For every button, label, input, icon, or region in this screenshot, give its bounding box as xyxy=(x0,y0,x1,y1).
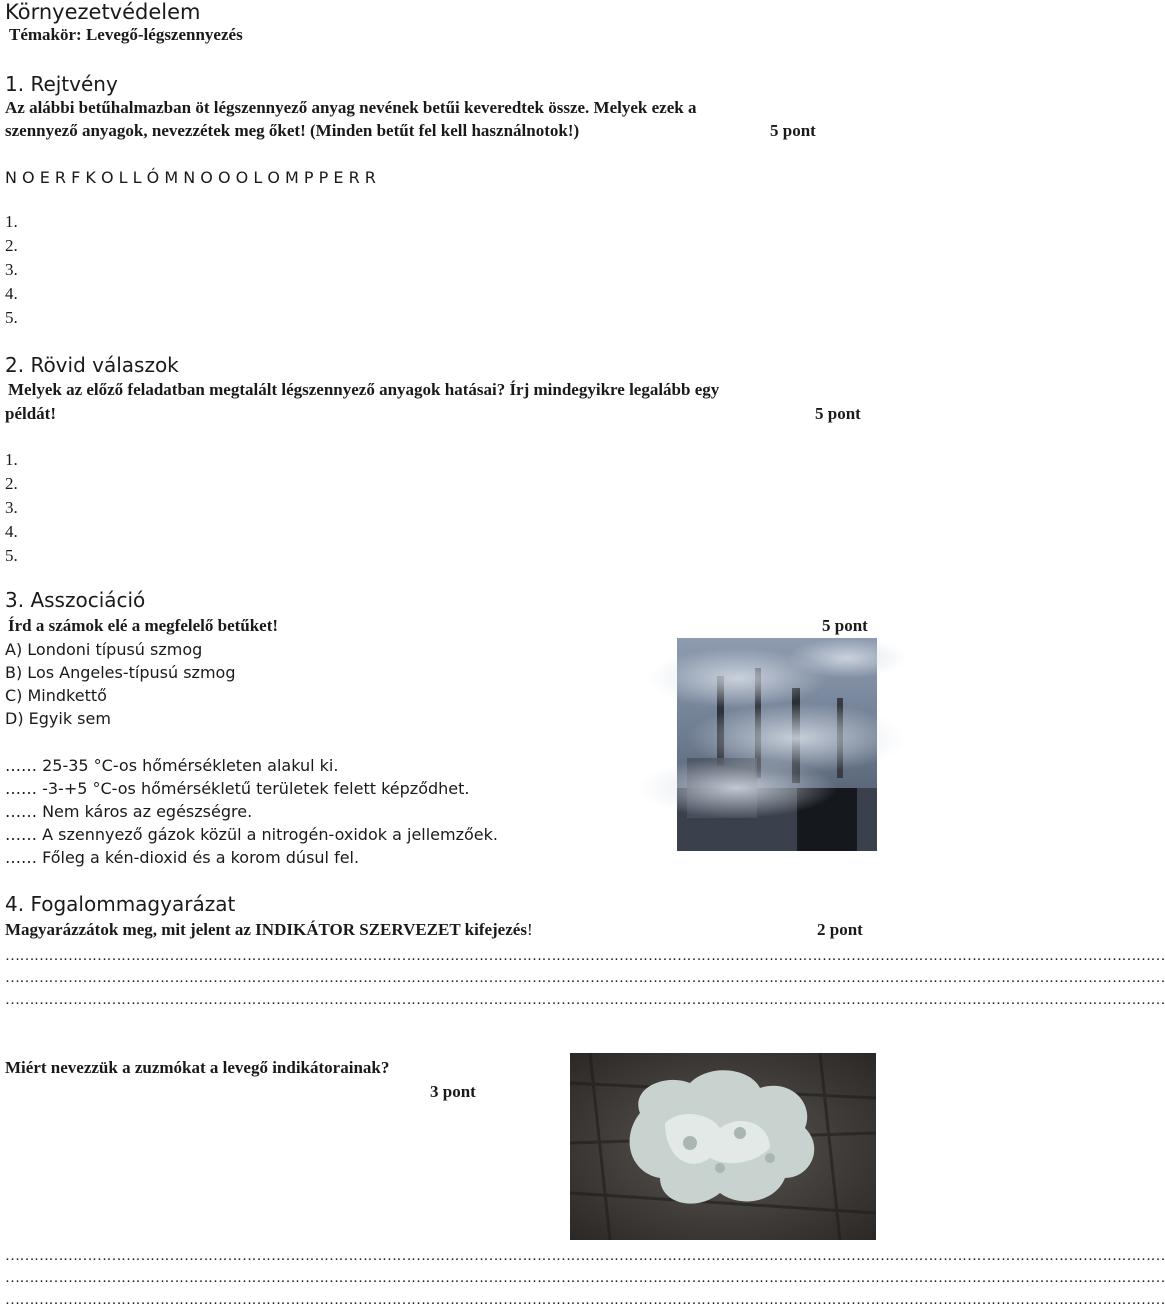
task1-number-3: 3. xyxy=(5,260,18,279)
statement-1: …… 25-35 °C-os hőmérsékleten alakul ki. xyxy=(5,756,339,775)
lichen-photo xyxy=(570,1053,876,1240)
task3-instruction: Írd a számok elé a megfelelő betűket! xyxy=(8,616,279,635)
task2-points: 5 pont xyxy=(815,404,861,423)
task4-points: 2 pont xyxy=(817,920,863,939)
answer-line[interactable]: …………………………………………………………………………………………………………………………………………………………………………………………………………………… xyxy=(5,1248,1165,1264)
task2-number-2: 2. xyxy=(5,474,18,493)
option-a: A) Londoni típusú szmog xyxy=(5,640,203,659)
option-b: B) Los Angeles-típusú szmog xyxy=(5,663,236,682)
letter-puzzle: N O E R F K O L L Ó M N O O O L O M P P E R R xyxy=(5,168,376,187)
task1-points: 5 pont xyxy=(770,121,816,140)
topic-label: Témakör: Levegő-légszennyezés xyxy=(9,25,243,44)
task2-heading: 2. Rövid válaszok xyxy=(5,353,179,377)
task1-instruction-line1: Az alábbi betűhalmazban öt légszennyező anyag nevének betűi keveredtek össze. Melyek ezek a xyxy=(5,98,697,117)
task2-instruction-line1: Melyek az előző feladatban megtalált légszennyező anyagok hatásai? Írj mindegyikre legalább egy xyxy=(8,380,720,399)
answer-line[interactable]: …………………………………………………………………………………………………………………………………………………………………………………………………………………… xyxy=(5,1270,1165,1286)
statement-5: …… Főleg a kén-dioxid és a korom dúsul fel. xyxy=(5,848,360,867)
task1-instruction-line2: szennyező anyagok, nevezzétek meg őket! (Minden betűt fel kell használnotok!) xyxy=(5,121,580,140)
task1-heading: 1. Rejtvény xyxy=(5,72,118,96)
answer-line[interactable]: …………………………………………………………………………………………………………………………………………………………………………………………………………………… xyxy=(5,948,1165,964)
task4-instruction-end: ! xyxy=(526,920,533,939)
task2-number-5: 5. xyxy=(5,546,18,565)
task4-heading: 4. Fogalommagyarázat xyxy=(5,892,236,916)
task1-number-1: 1. xyxy=(5,212,18,231)
smog-photo xyxy=(677,638,877,851)
task2-number-3: 3. xyxy=(5,498,18,517)
task2-number-4: 4. xyxy=(5,522,18,541)
task1-number-4: 4. xyxy=(5,284,18,303)
page-title: Környezetvédelem xyxy=(5,0,201,24)
statement-2: …… -3-+5 °C-os hőmérsékletű területek felett képződhet. xyxy=(5,779,470,798)
task1-number-2: 2. xyxy=(5,236,18,255)
option-c: C) Mindkettő xyxy=(5,686,107,705)
task2-instruction-line2: példát! xyxy=(5,404,56,423)
answer-line[interactable]: …………………………………………………………………………………………………………………………………………………………………………………………………………………… xyxy=(5,1292,1165,1308)
lichen-question: Miért nevezzük a zuzmókat a levegő indikátorainak? xyxy=(5,1058,390,1077)
task3-points: 5 pont xyxy=(822,616,868,635)
statement-3: …… Nem káros az egészségre. xyxy=(5,802,253,821)
option-d: D) Egyik sem xyxy=(5,709,111,728)
task4-instruction xyxy=(5,920,533,940)
answer-line[interactable]: …………………………………………………………………………………………………………………………………………………………………………………………………………………… xyxy=(5,970,1165,986)
task4-instruction-text: Magyarázzátok meg, mit jelent az INDIKÁTOR SZERVEZET kifejezés xyxy=(5,920,527,939)
task2-number-1: 1. xyxy=(5,450,18,469)
statement-4: …… A szennyező gázok közül a nitrogén-oxidok a jellemzőek. xyxy=(5,825,498,844)
answer-line[interactable]: …………………………………………………………………………………………………………………………………………………………………………………………………………………… xyxy=(5,992,1165,1008)
lichen-question-points: 3 pont xyxy=(430,1082,476,1101)
task3-heading: 3. Asszociáció xyxy=(5,588,146,612)
task1-number-5: 5. xyxy=(5,308,18,327)
